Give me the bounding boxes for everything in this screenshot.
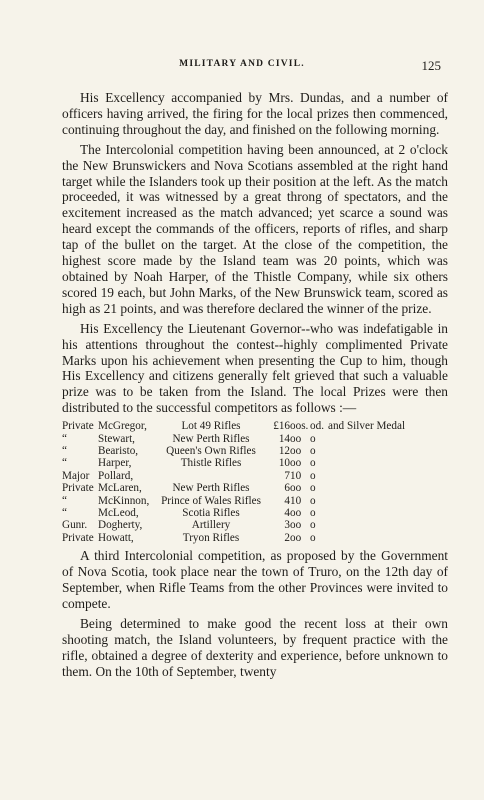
prize-shillings-cell: oo <box>290 519 302 532</box>
prize-name-cell: McGregor, <box>98 420 147 433</box>
prize-extra-cell <box>328 482 448 494</box>
prize-row <box>62 519 448 531</box>
prize-shillings-cell: oo <box>290 506 302 519</box>
paragraph: A third Intercolonial competition, as proposed by the Government of Nova Scotia, took place near the town of Truro, on the 12th day of September, when Rifle Teams from the other Provinces were invited to compete. <box>62 548 448 611</box>
prize-row <box>62 445 448 457</box>
prize-row <box>62 482 448 494</box>
prize-amount-cell: 14 <box>278 432 290 445</box>
prize-row <box>62 532 448 544</box>
prize-extra-cell <box>328 470 448 482</box>
prize-amount-cell: 7 <box>284 469 290 482</box>
prize-amount-cell: 3 <box>284 519 290 532</box>
prize-extra-cell <box>328 532 448 544</box>
prize-name-cell: Howatt, <box>98 531 134 544</box>
prize-shillings-cell: 10 <box>290 494 302 507</box>
prize-team-cell: New Perth Rifles <box>172 482 250 495</box>
prize-extra-cell <box>328 507 448 519</box>
prize-extra-cell <box>328 457 448 469</box>
prize-team-cell: Tryon Rifles <box>182 531 240 544</box>
prize-name-cell: McKinnon, <box>98 494 150 507</box>
prize-pence-cell: o <box>310 519 316 532</box>
paragraph: His Excellency accompanied by Mrs. Dundas, and a number of officers having arrived, the firing for the local prizes then commenced, continuing throughout the day, and finished on the following morning. <box>62 90 448 137</box>
prize-team-cell: Scotia Rifles <box>182 506 240 519</box>
prize-pence-cell: o <box>310 482 316 495</box>
prize-row <box>62 457 448 469</box>
prize-name-cell: McLeod, <box>98 506 139 519</box>
prize-amount-cell: 4 <box>284 494 290 507</box>
prize-name-cell: Dogherty, <box>98 519 143 532</box>
prize-shillings-cell: oo <box>290 444 302 457</box>
prize-rank-cell: “ <box>62 457 67 470</box>
prize-shillings-cell: oo <box>290 531 302 544</box>
prize-pence-cell: o <box>310 506 316 519</box>
page-header <box>0 58 484 74</box>
prize-extra-cell <box>328 495 448 507</box>
prize-amount-cell: 6 <box>284 482 290 495</box>
prize-extra-cell <box>328 433 448 445</box>
prize-pence-cell: o <box>310 444 316 457</box>
prize-rank-cell: “ <box>62 506 67 519</box>
prize-row <box>62 507 448 519</box>
prize-extra-cell <box>328 519 448 531</box>
prize-team-cell: Lot 49 Rifles <box>181 420 241 433</box>
prize-name-cell: Bearisto, <box>98 444 139 457</box>
running-head: MILITARY AND CIVIL. <box>179 59 305 69</box>
prize-shillings-cell: oo <box>290 432 302 445</box>
prize-team-cell <box>154 470 268 482</box>
prize-row <box>62 420 448 432</box>
prize-name-cell: Stewart, <box>98 432 135 445</box>
prize-team-cell: Prince of Wales Rifles <box>161 494 261 507</box>
prize-row <box>62 470 448 482</box>
prize-amount-cell: 2 <box>284 531 290 544</box>
prize-rank-cell: Private <box>62 531 94 544</box>
prize-team-cell: Artillery <box>191 519 231 532</box>
prize-rank-cell: “ <box>62 432 67 445</box>
prize-table <box>62 420 448 544</box>
prize-pence-cell: o <box>310 494 316 507</box>
prize-team-cell: Queen's Own Rifles <box>166 444 256 457</box>
prize-rank-cell: Private <box>62 482 94 495</box>
prize-extra-cell: and Silver Medal <box>328 420 406 433</box>
prize-shillings-cell: oos. <box>290 420 309 433</box>
prize-rank-cell: “ <box>62 444 67 457</box>
prize-pence-cell: od. <box>310 420 324 433</box>
prize-rank-cell: Major <box>62 469 90 482</box>
prize-amount-cell: 12 <box>278 444 290 457</box>
prize-rank-cell: “ <box>62 494 67 507</box>
paragraph: Being determined to make good the recent loss at their own shooting match, the Island volunteers, by frequent practice with the rifle, obtained a degree of dexterity and experience, before unknown to them. On the 10th of September, twenty <box>62 615 448 679</box>
prize-row <box>62 495 448 507</box>
prize-pence-cell: o <box>310 432 316 445</box>
prize-pence-cell: o <box>310 531 316 544</box>
prize-shillings-cell: oo <box>290 482 302 495</box>
prize-name-cell: McLaren, <box>98 482 142 495</box>
prize-shillings-cell: oo <box>290 457 302 470</box>
prize-rank-cell: Gunr. <box>62 519 88 532</box>
prize-shillings-cell: 10 <box>290 469 302 482</box>
prize-name-cell: Harper, <box>98 457 132 470</box>
prize-pence-cell: o <box>310 469 316 482</box>
paragraph: The Intercolonial competition having been announced, at 2 o'clock the New Brunswickers and Nova Scotians assembled at the right hand target while the Islanders took up their position at the left. As the match proceeded, it was witnessed by a great throng of spectators, and the excitement increased as the match advanced; yet scarce a sound was heard except the commands of the officers, reports of rifles, and sharp tap of the bullet on the target. At the close of the competition, the highest score made by the Island team was 20 points, which was obtained by Noah Harper, of the Thistle Company, while six others scored 19 each, but John Marks, of the New Brunswick team, scored as high as 21 points, and was therefore declared the winner of the prize. <box>62 141 448 316</box>
prize-amount-cell: 4 <box>284 506 290 519</box>
prize-amount-cell: £16 <box>273 420 290 433</box>
prize-name-cell: Pollard, <box>98 469 134 482</box>
prize-team-cell: Thistle Rifles <box>180 457 242 470</box>
prize-amount-cell: 10 <box>278 457 290 470</box>
paragraph: His Excellency the Lieutenant Governor--who was indefatigable in his attentions throughout the contest--highly complimented Private Marks upon his achievement when presenting the Cup to him, though His Excellency and citizens generally felt grieved that such a valuable prize was to be taken from the Island. The local Prizes were then distributed to the successful competitors as follows :— <box>62 320 448 416</box>
page-number: 125 <box>421 58 441 73</box>
prize-team-cell: New Perth Rifles <box>172 432 250 445</box>
body-text <box>62 90 448 683</box>
prize-pence-cell: o <box>310 457 316 470</box>
prize-extra-cell <box>328 445 448 457</box>
prize-rank-cell: Private <box>62 420 94 433</box>
prize-row <box>62 433 448 445</box>
